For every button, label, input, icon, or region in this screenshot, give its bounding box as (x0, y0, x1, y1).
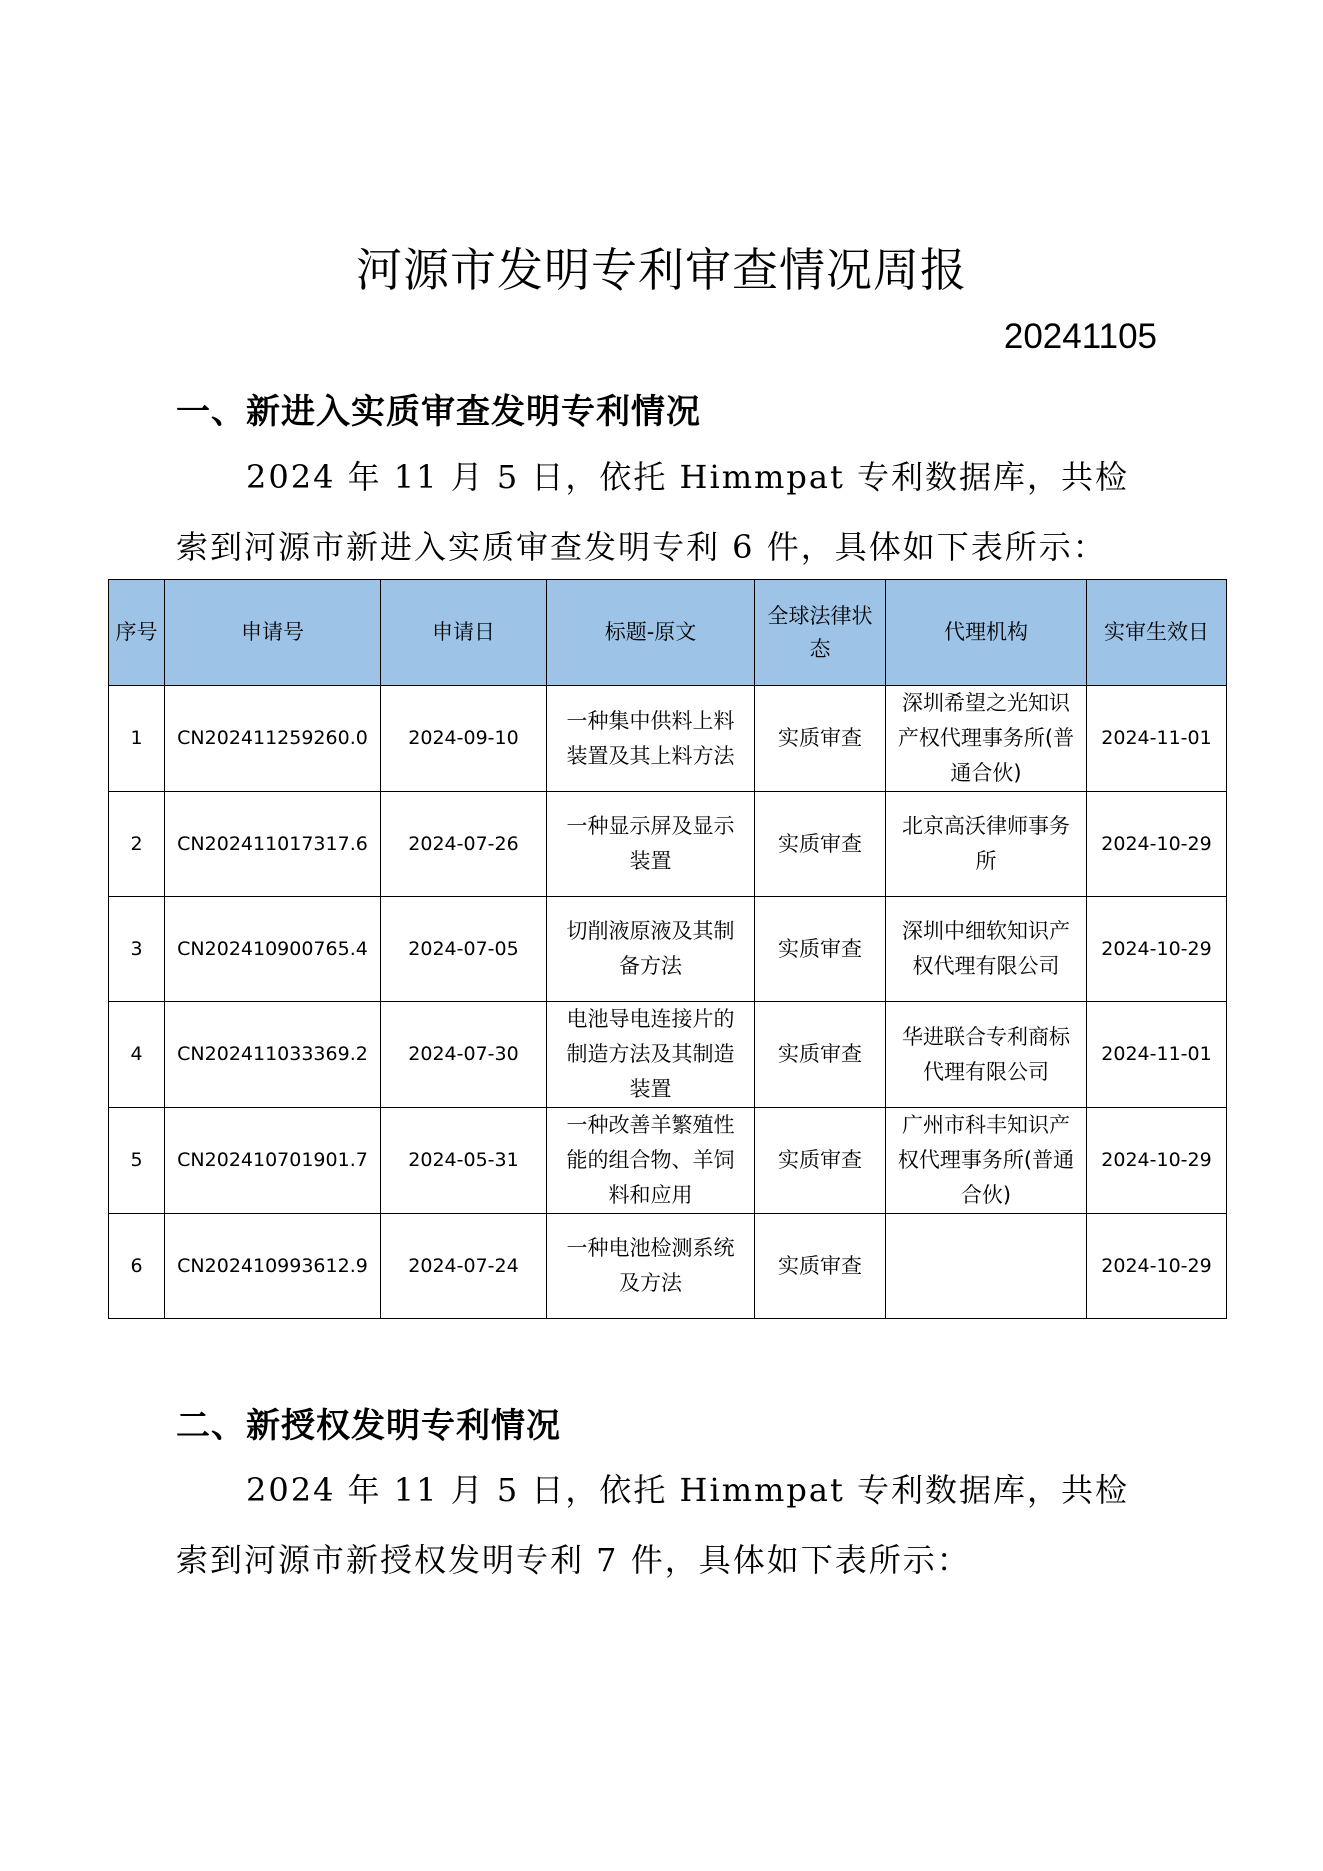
cell-effective-date: 2024-10-29 (1087, 1108, 1227, 1214)
cell-effective-date: 2024-11-01 (1087, 686, 1227, 792)
table-row (109, 1214, 1227, 1319)
section-1-heading: 一、新进入实质审查发明专利情况 (176, 392, 701, 432)
cell-legal-status: 实质审查 (755, 1002, 886, 1108)
cell-title: 电池导电连接片的制造方法及其制造装置 (547, 1002, 755, 1108)
table-row (109, 792, 1227, 897)
section-1-paragraph: 2024 年 11 月 5 日，依托 Himmpat 专利数据库，共检索到河源市新进入实质审查发明专利 6 件，具体如下表所示： (176, 458, 1129, 566)
cell-application-number: CN202411259260.0 (165, 686, 381, 792)
cell-application-date: 2024-05-31 (381, 1108, 547, 1214)
cell-title: 一种改善羊繁殖性能的组合物、羊饲料和应用 (547, 1108, 755, 1214)
cell-agency: 华进联合专利商标代理有限公司 (886, 1002, 1087, 1108)
header-application-number: 申请号 (165, 580, 381, 686)
header-application-date: 申请日 (381, 580, 547, 686)
cell-legal-status: 实质审查 (755, 686, 886, 792)
cell-application-date: 2024-07-24 (381, 1214, 547, 1319)
header-agency: 代理机构 (886, 580, 1087, 686)
cell-agency: 深圳中细软知识产权代理有限公司 (886, 897, 1087, 1002)
cell-serial: 3 (109, 897, 165, 1002)
cell-application-date: 2024-09-10 (381, 686, 547, 792)
header-effective-date: 实审生效日 (1087, 580, 1227, 686)
section-2-heading: 二、新授权发明专利情况 (176, 1406, 561, 1446)
table-header-row (109, 580, 1227, 686)
section-2-paragraph: 2024 年 11 月 5 日，依托 Himmpat 专利数据库，共检索到河源市新授权发明专利 7 件，具体如下表所示： (176, 1471, 1129, 1579)
cell-serial: 1 (109, 686, 165, 792)
page-title: 河源市发明专利审查情况周报 (356, 243, 967, 297)
cell-agency: 深圳希望之光知识产权代理事务所(普通合伙) (886, 686, 1087, 792)
cell-application-date: 2024-07-30 (381, 1002, 547, 1108)
cell-agency: 广州市科丰知识产权代理事务所(普通合伙) (886, 1108, 1087, 1214)
cell-agency: 北京高沃律师事务所 (886, 792, 1087, 897)
patent-table (108, 579, 1227, 1319)
cell-application-number: CN202410900765.4 (165, 897, 381, 1002)
cell-title: 一种电池检测系统及方法 (547, 1214, 755, 1319)
cell-title: 一种集中供料上料装置及其上料方法 (547, 686, 755, 792)
cell-title: 切削液原液及其制备方法 (547, 897, 755, 1002)
header-legal-status: 全球法律状态 (755, 580, 886, 686)
report-number: 20241105 (1003, 317, 1157, 356)
header-serial: 序号 (109, 580, 165, 686)
cell-serial: 2 (109, 792, 165, 897)
cell-serial: 5 (109, 1108, 165, 1214)
cell-legal-status: 实质审查 (755, 1108, 886, 1214)
table-row (109, 686, 1227, 792)
cell-application-date: 2024-07-05 (381, 897, 547, 1002)
cell-legal-status: 实质审查 (755, 897, 886, 1002)
cell-application-date: 2024-07-26 (381, 792, 547, 897)
table-row (109, 1002, 1227, 1108)
header-title: 标题-原文 (547, 580, 755, 686)
cell-effective-date: 2024-11-01 (1087, 1002, 1227, 1108)
cell-legal-status: 实质审查 (755, 1214, 886, 1319)
table-row (109, 1108, 1227, 1214)
cell-application-number: CN202410993612.9 (165, 1214, 381, 1319)
cell-effective-date: 2024-10-29 (1087, 897, 1227, 1002)
cell-application-number: CN202410701901.7 (165, 1108, 381, 1214)
cell-application-number: CN202411033369.2 (165, 1002, 381, 1108)
cell-effective-date: 2024-10-29 (1087, 792, 1227, 897)
cell-agency (886, 1214, 1087, 1319)
cell-effective-date: 2024-10-29 (1087, 1214, 1227, 1319)
cell-legal-status: 实质审查 (755, 792, 886, 897)
cell-title: 一种显示屏及显示装置 (547, 792, 755, 897)
cell-serial: 6 (109, 1214, 165, 1319)
cell-application-number: CN202411017317.6 (165, 792, 381, 897)
table-row (109, 897, 1227, 1002)
cell-serial: 4 (109, 1002, 165, 1108)
